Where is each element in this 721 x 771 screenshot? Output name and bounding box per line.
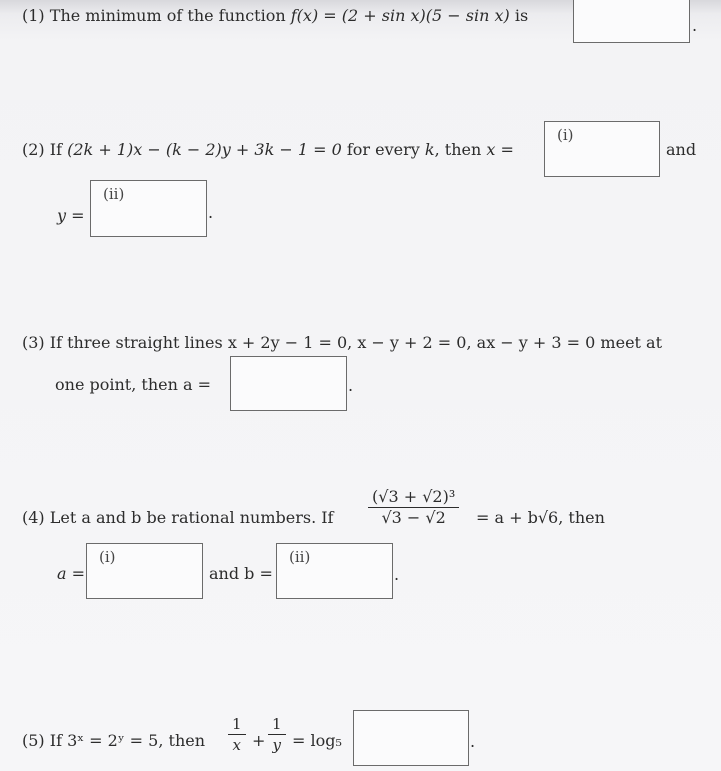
question-5-text [22, 731, 205, 751]
question-5-period: . [470, 732, 476, 751]
question-2-lhs-x: x = [486, 140, 514, 159]
question-2-and: and [666, 140, 697, 159]
question-1-expression: f(x) = (2 + sin x)(5 − sin x) [290, 6, 510, 25]
question-2-number: (2) [22, 140, 45, 159]
question-4-text [22, 508, 333, 528]
question-4-fraction-denominator: √3 − √2 [381, 508, 446, 527]
question-5-answer-box[interactable] [353, 710, 469, 766]
question-4-lhs-a: a = [57, 564, 86, 583]
question-4-fraction [368, 487, 459, 528]
question-4-answer-box-i[interactable] [86, 543, 203, 599]
question-4-rhs: = a + b√6, then [476, 508, 605, 527]
question-2-lhs-y: y = [57, 206, 85, 225]
question-5-number: (5) [22, 731, 45, 750]
question-4-fraction-numerator: (√3 + √2)³ [368, 487, 459, 508]
question-4-prefix: Let a and b be rational numbers. If [49, 508, 334, 527]
question-1-text [22, 6, 528, 26]
question-3-line-1 [22, 333, 662, 353]
question-2-mid: for every [346, 140, 420, 159]
question-5-fraction-1-numerator: 1 [228, 714, 246, 735]
question-2-expression: (2k + 1)x − (k − 2)y + 3k − 1 = 0 [67, 140, 342, 159]
question-3-number: (3) [22, 333, 45, 352]
question-4-answer-box-ii[interactable] [276, 543, 393, 599]
question-5-plus: + [252, 731, 266, 750]
question-5-fraction-1 [228, 714, 246, 755]
question-5-fraction-1-denominator: x [232, 736, 241, 754]
question-4-number: (4) [22, 508, 45, 527]
question-1-number: (1) [22, 6, 45, 25]
question-2-then: , then [434, 140, 482, 159]
question-3-period: . [348, 376, 354, 395]
question-5-fraction-2 [268, 714, 286, 755]
question-2-text [22, 140, 514, 160]
question-5-prefix: If 3ˣ = 2ʸ = 5, then [49, 731, 206, 750]
question-3-text-1: If three straight lines x + 2y − 1 = 0, x − y + 2 = 0, ax − y + 3 = 0 meet at [49, 333, 663, 352]
question-1-suffix: is [514, 6, 529, 25]
question-1-prefix: The minimum of the function [49, 6, 286, 25]
question-2-prefix: If [49, 140, 63, 159]
question-5-fraction-2-numerator: 1 [268, 714, 286, 735]
question-2-period: . [208, 203, 214, 222]
question-5-rhs: = log₅ [292, 731, 342, 750]
question-2-box-ii-tag: (ii) [103, 185, 125, 203]
question-3-line-2: one point, then a = [55, 375, 212, 394]
question-2-answer-box-ii[interactable] [90, 180, 207, 237]
question-1-answer-box[interactable] [573, 0, 690, 43]
question-2-var-k: k [424, 140, 435, 159]
question-4-period: . [394, 565, 400, 584]
question-2-box-i-tag: (i) [557, 126, 574, 144]
question-4-box-ii-tag: (ii) [289, 548, 311, 566]
question-1-period: . [692, 16, 698, 35]
question-3-answer-box[interactable] [230, 356, 347, 411]
question-4-box-i-tag: (i) [99, 548, 116, 566]
question-5-fraction-2-denominator: y [272, 736, 282, 754]
question-2-answer-box-i[interactable] [544, 121, 660, 177]
question-4-and-b: and b = [209, 564, 273, 583]
